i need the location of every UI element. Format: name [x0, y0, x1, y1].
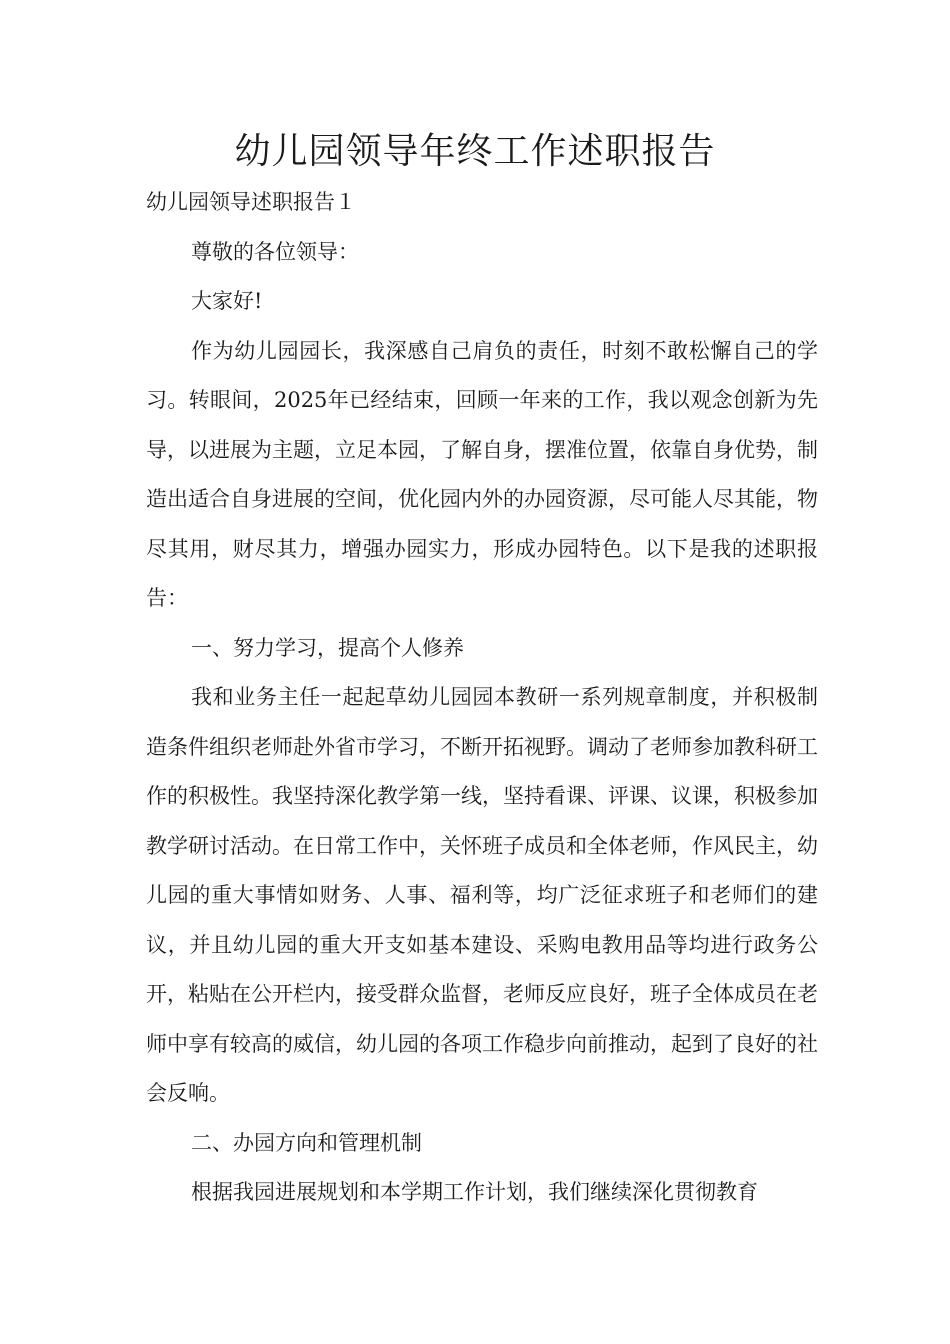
document-subtitle: 幼儿园领导述职报告１	[146, 190, 356, 214]
section-heading-2: 二、办园方向和管理机制	[191, 1130, 422, 1155]
document-title: 幼儿园领导年终工作述职报告	[234, 131, 716, 172]
greeting: 大家好!	[191, 289, 263, 313]
section-2-paragraph: 根据我园进展规划和本学期工作计划，我们继续深化贯彻教育	[191, 1180, 758, 1204]
intro-paragraph: 作为幼儿园园长，我深感自己肩负的责任，时刻不敢松懈自己的学习。转眼间，2025年已经结束，回顾一年来的工作，我以观念创新为先导，以进展为主题，立足本园，了解自身，摆准位置，依靠自身优势，制造出适合自身进展的空间，优化园内外的办园资源，尽可能人尽其能，物尽其用，财尽其力，增强办园实力，形成办园特色。以下是我的述职报告：	[146, 338, 818, 610]
section-heading-1: 一、努力学习，提高个人修养	[191, 635, 464, 660]
section-1-paragraph: 我和业务主任一起起草幼儿园园本教研一系列规章制度，并积极制造条件组织老师赴外省市学习，不断开拓视野。调动了老师参加教科研工作的积极性。我坚持深化教学第一线，坚持看课、评课、议课，积极参加教学研讨活动。在日常工作中，关怀班子成员和全体老师，作风民主，幼儿园的重大事情如财务、人事、福利等，均广泛征求班子和老师们的建议，并且幼儿园的重大开支如基本建设、采购电教用品等均进行政务公开，粘贴在公开栏内，接受群众监督，老师反应良好，班子全体成员在老师中享有较高的威信，幼儿园的各项工作稳步向前推动，起到了良好的社会反响。	[146, 685, 818, 1105]
document-body	[146, 178, 818, 1218]
salutation: 尊敬的各位领导：	[191, 239, 359, 264]
